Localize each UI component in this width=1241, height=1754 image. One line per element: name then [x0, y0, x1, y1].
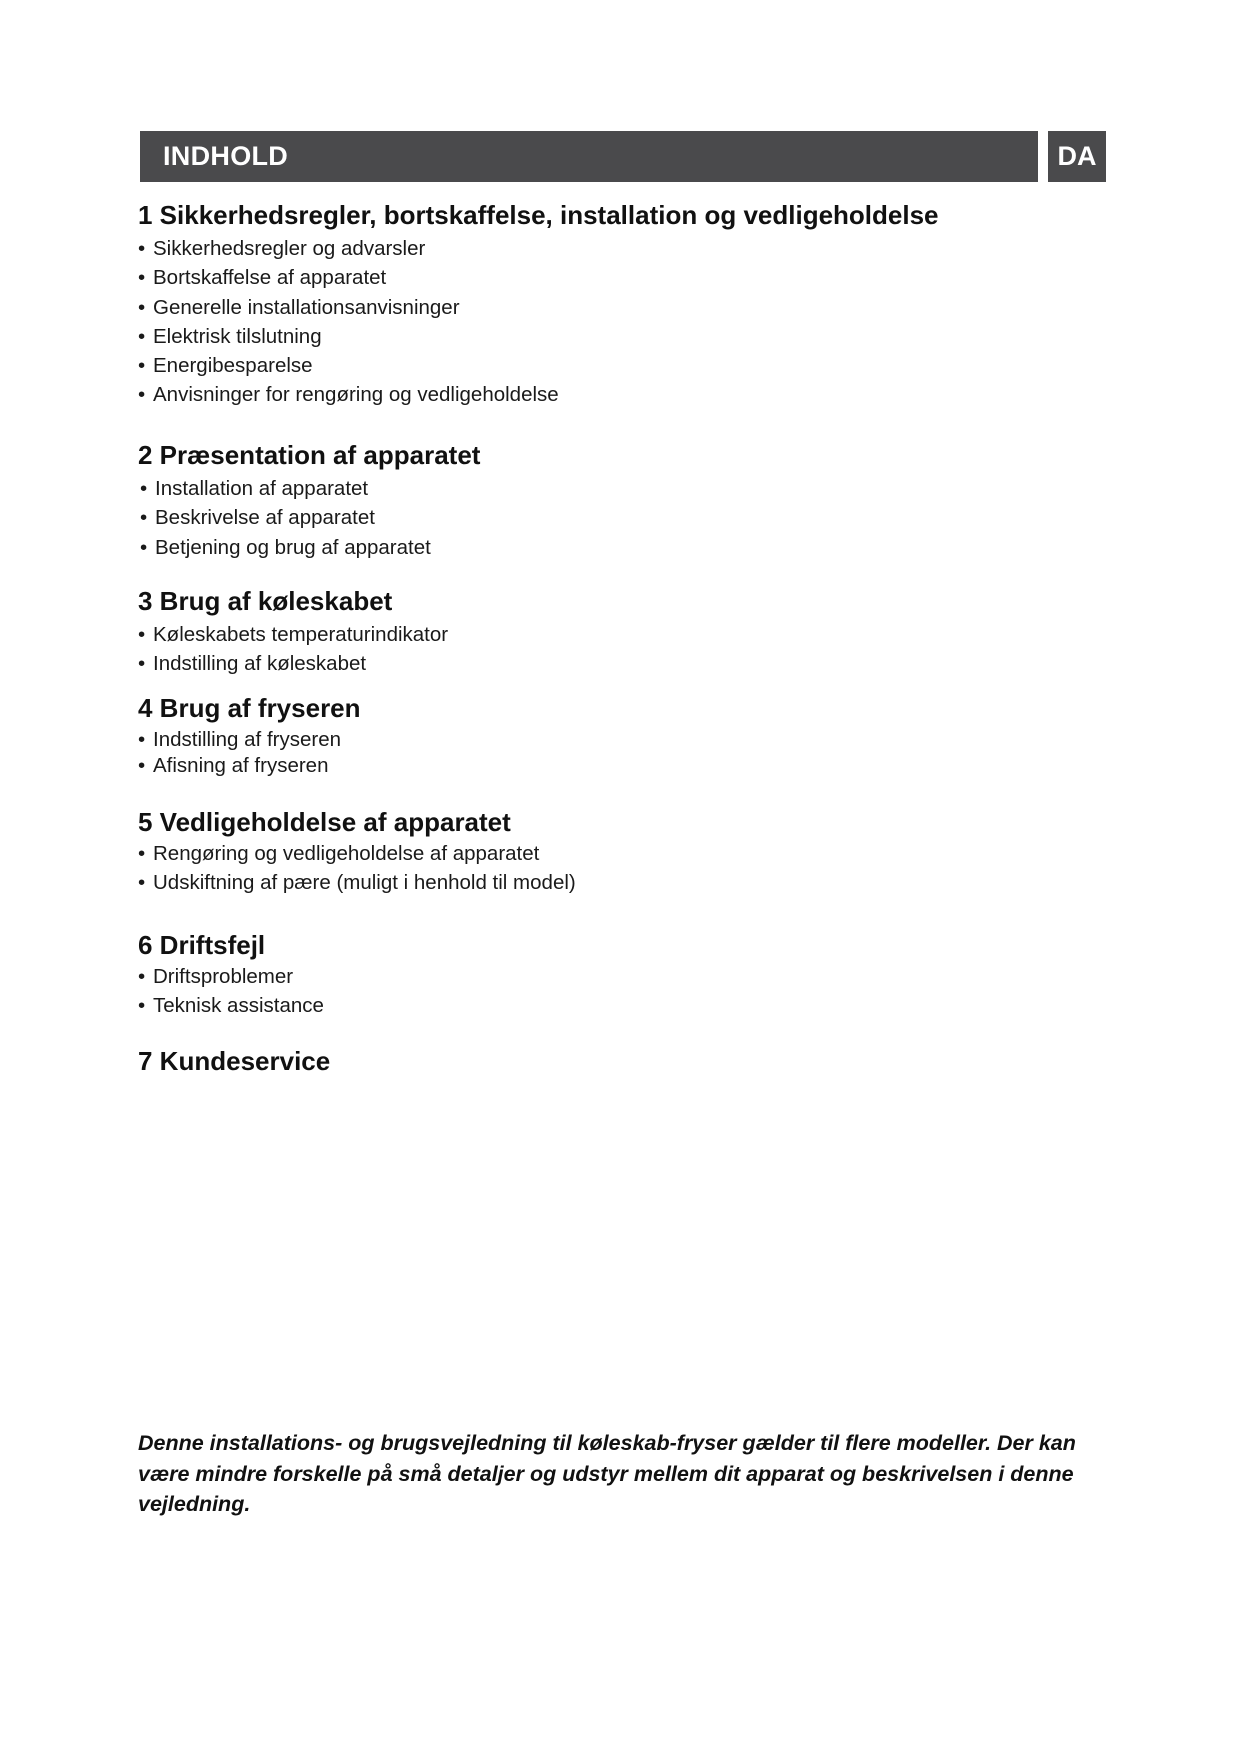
- section-title[interactable]: 4 Brug af fryseren: [138, 693, 361, 723]
- toc-section-1: [138, 200, 1098, 410]
- list-item[interactable]: • Anvisninger for rengøring og vedligeholdelse: [138, 380, 1098, 409]
- toc-section-4: [138, 693, 1098, 779]
- section-title[interactable]: 7 Kundeservice: [138, 1046, 331, 1076]
- list-item[interactable]: • Energibesparelse: [138, 351, 1098, 380]
- bullet-icon: •: [138, 652, 146, 676]
- section-title[interactable]: 1 Sikkerhedsregler, bortskaffelse, installation og vedligeholdelse: [138, 200, 939, 230]
- section-items: [138, 962, 1098, 1021]
- list-item[interactable]: • Afisning af fryseren: [138, 754, 329, 777]
- list-item[interactable]: • Beskrivelse af apparatet: [140, 503, 1098, 532]
- toc-section-2: [138, 440, 1098, 562]
- list-item[interactable]: • Rengøring og vedligeholdelse af apparatet: [138, 839, 1098, 868]
- bullet-icon: •: [138, 842, 146, 865]
- list-item[interactable]: • Udskiftning af pære (muligt i henhold til model): [138, 868, 1098, 897]
- list-item[interactable]: • Installation af apparatet: [140, 474, 1098, 503]
- section-items: [138, 474, 1098, 562]
- section-items: [138, 727, 1098, 779]
- list-item[interactable]: • Betjening og brug af apparatet: [140, 533, 1098, 562]
- language-code: DA: [1057, 141, 1097, 171]
- section-title[interactable]: 5 Vedligeholdelse af apparatet: [138, 807, 511, 837]
- list-item[interactable]: • Bortskaffelse af apparatet: [138, 263, 1098, 292]
- section-title[interactable]: 3 Brug af køleskabet: [138, 586, 393, 616]
- bullet-icon: •: [140, 477, 148, 500]
- models-disclaimer-note: Denne installations- og brugsvejledning til køleskab-fryser gælder til flere modeller. Der kan være mindre forskelle på små detaljer og udstyr mellem dit apparat og beskrivelsen i denne vejledning.: [138, 1431, 1076, 1516]
- list-item[interactable]: • Køleskabets temperaturindikator: [138, 620, 1098, 649]
- bullet-icon: •: [138, 324, 146, 348]
- bullet-icon: •: [138, 754, 146, 777]
- section-items: [138, 839, 1098, 898]
- bullet-icon: •: [138, 295, 146, 319]
- bullet-icon: •: [138, 383, 146, 407]
- list-item[interactable]: • Sikkerhedsregler og advarsler: [138, 234, 1098, 263]
- bullet-icon: •: [138, 354, 146, 378]
- toc-section-3: [138, 586, 1098, 679]
- list-item[interactable]: • Indstilling af fryseren: [138, 728, 342, 751]
- list-item[interactable]: • Indstilling af køleskabet: [138, 649, 1098, 678]
- bullet-icon: •: [138, 237, 146, 260]
- toc-section-7: [138, 1046, 1098, 1076]
- list-item[interactable]: • Teknisk assistance: [138, 991, 1098, 1020]
- section-title[interactable]: 2 Præsentation af apparatet: [138, 440, 481, 470]
- language-badge: [1048, 131, 1106, 182]
- bullet-icon: •: [140, 535, 148, 559]
- bullet-icon: •: [138, 994, 146, 1018]
- section-title[interactable]: 6 Driftsfejl: [138, 930, 266, 960]
- list-item[interactable]: • Elektrisk tilslutning: [138, 322, 1098, 351]
- list-item[interactable]: • Driftsproblemer: [138, 962, 1098, 991]
- bullet-icon: •: [138, 623, 146, 646]
- section-items: [138, 620, 1098, 679]
- toc-section-6: [138, 930, 1098, 1021]
- toc-section-5: [138, 807, 1098, 898]
- bullet-icon: •: [140, 506, 148, 530]
- toc-header-bar: [140, 131, 1038, 182]
- bullet-icon: •: [138, 965, 146, 988]
- bullet-icon: •: [138, 266, 146, 290]
- bullet-icon: •: [138, 728, 146, 751]
- section-items: [138, 234, 1098, 410]
- bullet-icon: •: [138, 871, 146, 895]
- toc-title: INDHOLD: [163, 141, 289, 171]
- list-item[interactable]: • Generelle installationsanvisninger: [138, 293, 1098, 322]
